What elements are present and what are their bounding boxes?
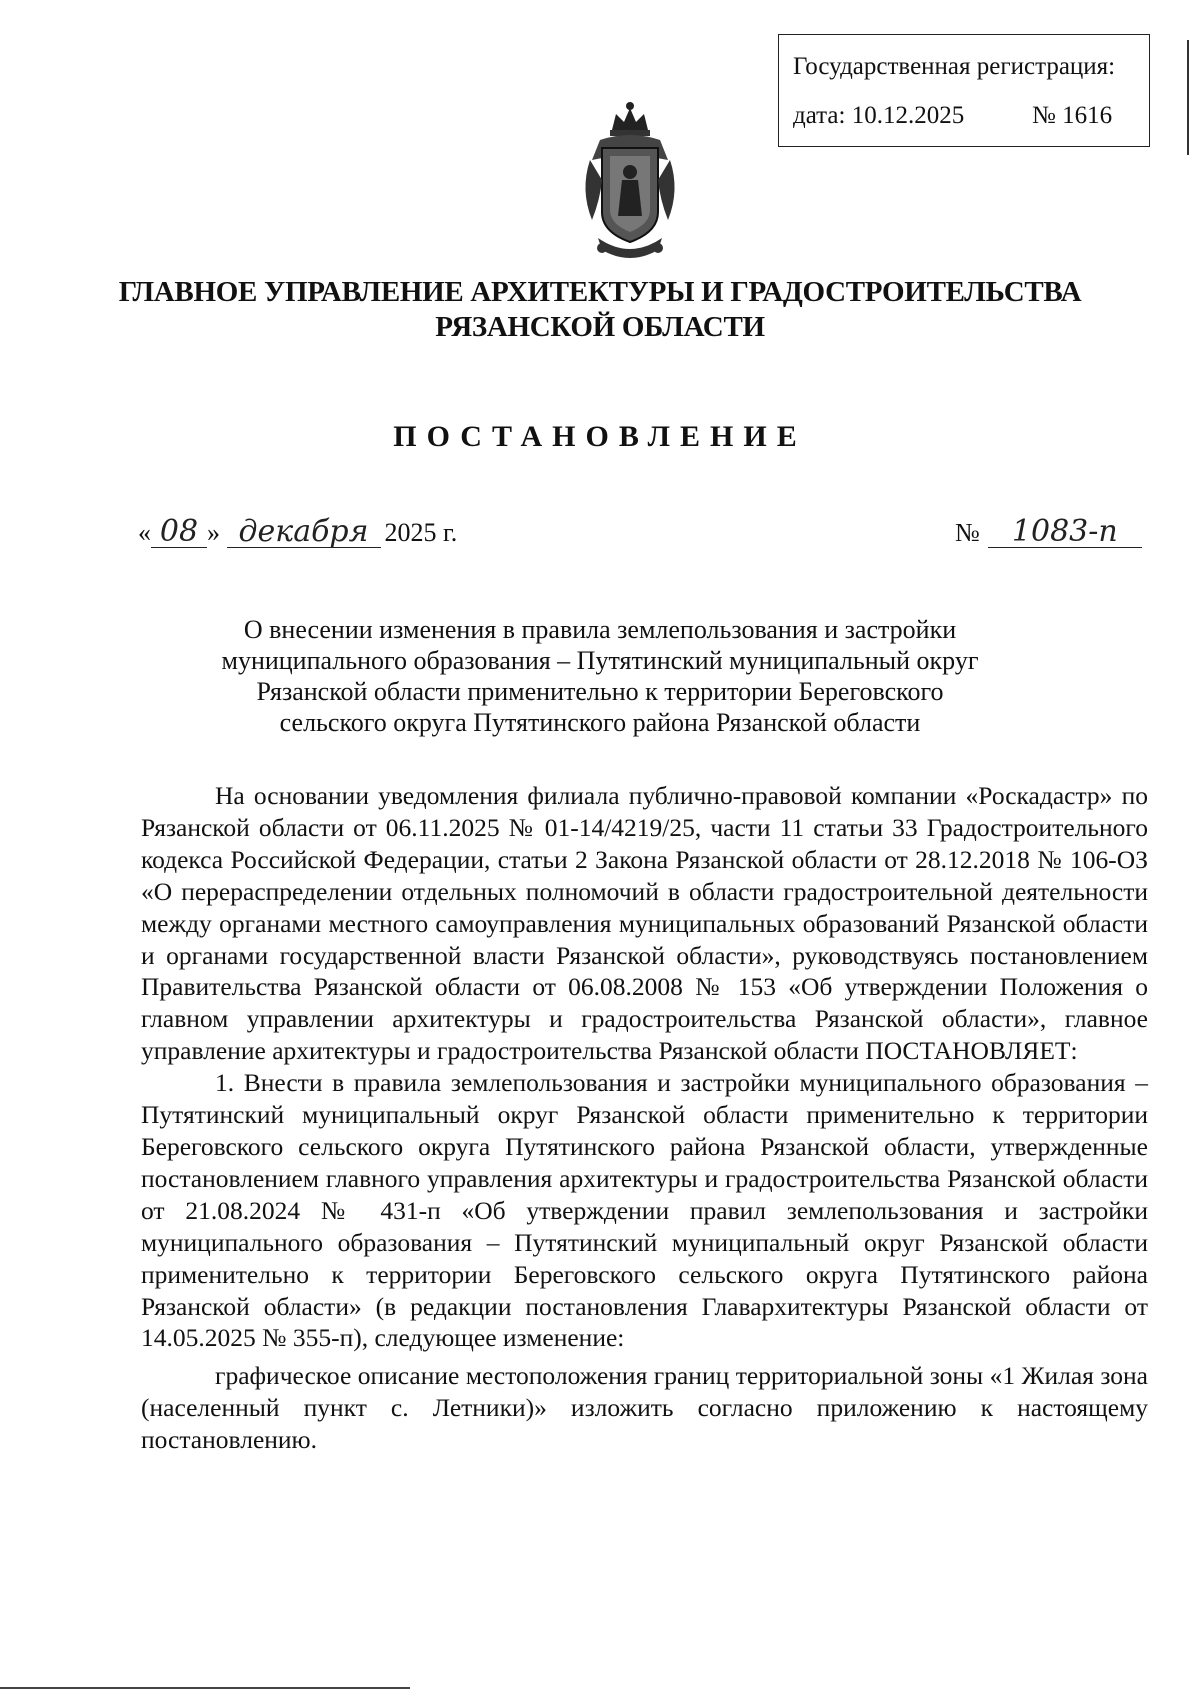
subject-line: муниципального образования – Путятинский муниципальный округ [221,646,979,675]
date-year: 2025 г. [384,518,458,547]
document-date [138,514,458,549]
registration-number: № 1616 [1032,102,1113,129]
document-type: ПОСТАНОВЛЕНИЕ [393,420,807,453]
item-1-detail-paragraph: графическое описание местоположения границ территориальной зоны «1 Жилая зона (населенный пункт с. Летники)» изложить согласно приложению к настоящему постановлению. [141,1361,1148,1455]
date-day-handwritten: 08 [151,517,207,548]
document-subject [150,614,1050,738]
date-close-quote: » [207,518,220,547]
organization-region: РЯЗАНСКОЙ ОБЛАСТИ [435,311,765,343]
subject-line: О внесении изменения в правила землепользования и застройки [243,615,957,644]
registration-box [778,34,1150,147]
organization-name: ГЛАВНОЕ УПРАВЛЕНИЕ АРХИТЕКТУРЫ И ГРАДОСТРОИТЕЛЬСТВА [118,276,1082,308]
subject-line: сельского округа Путятинского района Рязанской области [279,708,921,737]
registration-date: дата: 10.12.2025 [793,102,965,129]
document-body [141,780,1148,1456]
number-handwritten: 1083-п [988,517,1142,548]
subject-line: Рязанской области применительно к территории Береговского [256,677,944,706]
number-sign: № [955,518,980,547]
registration-title: Государственная регистрация: [793,53,1116,80]
date-month-handwritten: декабря [227,517,381,548]
document-number [955,514,1142,549]
item-1-paragraph: 1. Внести в правила землепользования и застройки муниципального образования – Путятинский муниципальный округ Рязанской области применительно к территории Береговского сельского округа Путятинского района Рязанской области, утвержденные постановлением главного управления архитектуры и градостроительства Рязанской области от 21.08.2024 № 431-п «Об утверждении правил землепользования и застройки муниципального образования – Путятинский муниципальный округ Рязанской области применительно к территории Береговского сельского округа Путятинского района Рязанской области» (в редакции постановления Главархитектуры Рязанской области от 14.05.2025 № 355-п), следующее изменение: [141,1068,1148,1353]
scan-edge-line [1187,40,1189,155]
coat-of-arms-icon [560,100,700,270]
date-open-quote: « [138,518,151,547]
preamble-paragraph: На основании уведомления филиала публично-правовой компании «Роскадастр» по Рязанской области от 06.11.2025 № 01-14/4219/25, части 11 статьи 33 Градостроительного кодекса Российской Федерации, статьи 2 Закона Рязанской области от 28.12.2018 № 106-ОЗ «О перераспределении отдельных полномочий в области градостроительной деятельности между органами местного самоуправления муниципальных образований Рязанской области и органами государственной власти Рязанской области», руководствуясь постановлением Правительства Рязанской области от 06.08.2008 № 153 «Об утверждении Положения о главном управлении архитектуры и градостроительства Рязанской области», главное управление архитектуры и градостроительства Рязанской области ПОСТАНОВЛЯЕТ: [141,781,1148,1066]
footer-divider [0,1687,410,1689]
